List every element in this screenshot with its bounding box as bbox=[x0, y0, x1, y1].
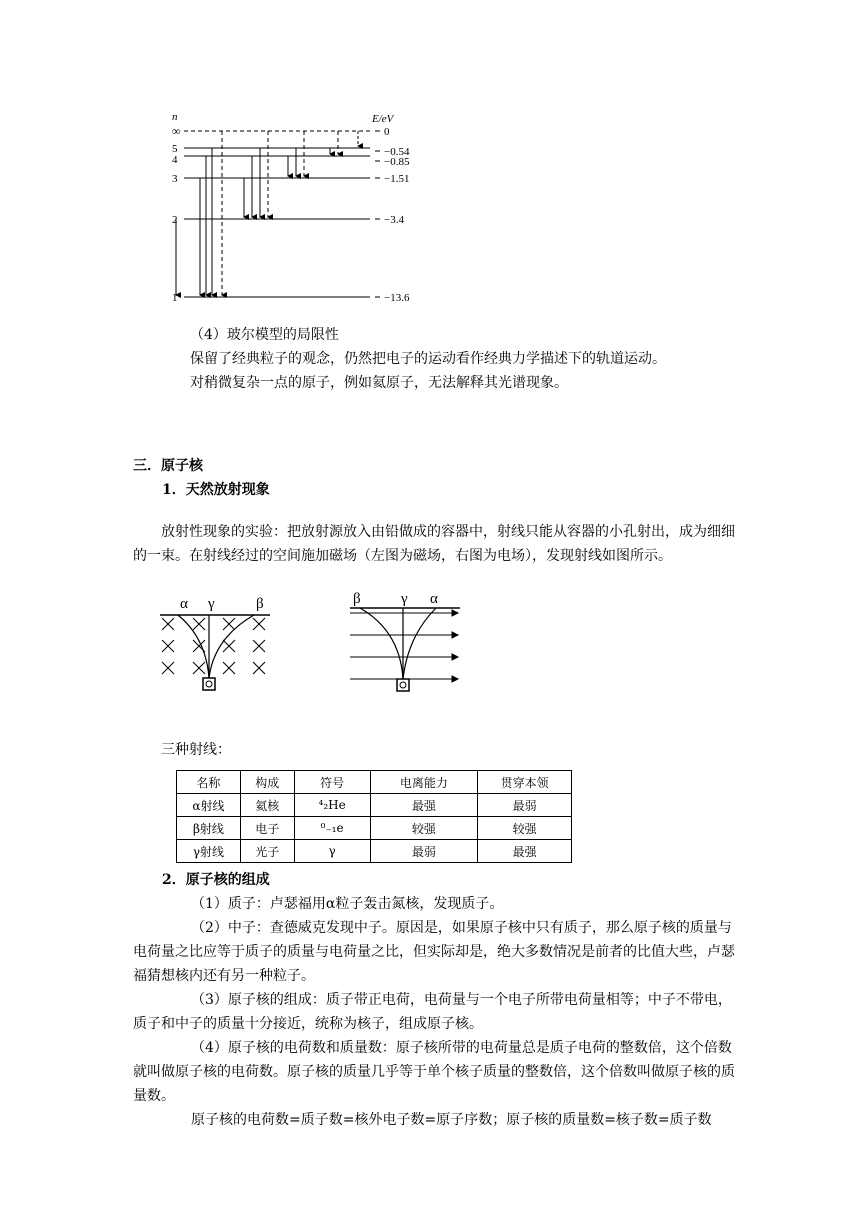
bohr-line-1: 保留了经典粒子的观念，仍然把电子的运动看作经典力学描述下的轨道运动。 bbox=[190, 351, 666, 367]
transitions-to-3 bbox=[288, 131, 304, 176]
ray-label-alpha: α bbox=[180, 596, 188, 612]
bohr-line-2: 对稍微复杂一点的原子，例如氦原子，无法解释其光谱现象。 bbox=[190, 375, 568, 391]
table-intro: 三种射线： bbox=[161, 742, 231, 758]
bohr-heading: （4）玻尔模型的局限性 bbox=[190, 327, 339, 343]
nucleus-composition-text bbox=[133, 892, 735, 1132]
para-summary: 原子核的电荷数=质子数=核外电子数=原子序数；原子核的质量数=核子数=质子数 bbox=[191, 1112, 712, 1128]
table-header: 符号 bbox=[294, 771, 370, 794]
level-label-e: −3.4 bbox=[384, 214, 404, 226]
table-cell: γ射线 bbox=[177, 840, 241, 863]
level-label-n: 5 bbox=[172, 143, 178, 155]
table-cell: β射线 bbox=[177, 817, 241, 840]
n-axis-label: n bbox=[172, 111, 178, 123]
table-header-row bbox=[177, 771, 572, 794]
table-cell: 较强 bbox=[370, 817, 478, 840]
ray-paths bbox=[178, 615, 254, 678]
section-3-title: 三．原子核 bbox=[133, 458, 203, 474]
transitions-to-4 bbox=[330, 131, 338, 154]
energy-level-diagram bbox=[160, 108, 420, 313]
para-composition: （3）原子核的组成：质子带正电荷，电荷量与一个电子所带电荷量相等；中子不带电，质子和中子的质量十分接近，统称为核子，组成原子核。 bbox=[133, 992, 732, 1032]
level-label-n: 3 bbox=[172, 173, 178, 185]
level-label-n: 2 bbox=[172, 214, 178, 226]
table-cell: ⁴₂He bbox=[294, 794, 370, 817]
ray-label-gamma: γ bbox=[401, 591, 408, 607]
ray-label-gamma: γ bbox=[208, 596, 215, 612]
table-cell: 电子 bbox=[240, 817, 294, 840]
table-cell: α射线 bbox=[177, 794, 241, 817]
table-row bbox=[177, 794, 572, 817]
ray-label-alpha: α bbox=[430, 591, 438, 607]
para-neutron: （2）中子：查德威克发现中子。原因是，如果原子核中只有质子，那么原子核的质量与电荷量之比应等于质子的质量与电荷量之比，但实际却是，绝大多数情况是前者的比值大些，卢瑟福猜想核内还有另一种粒子。 bbox=[133, 920, 735, 984]
subsection-1-title: 1．天然放射现象 bbox=[162, 482, 270, 498]
subsection-2-title: 2．原子核的组成 bbox=[162, 872, 270, 888]
level-label-n: 4 bbox=[172, 154, 178, 166]
table-header: 构成 bbox=[240, 771, 294, 794]
table-cell: 最弱 bbox=[478, 794, 572, 817]
level-label-e: 0 bbox=[384, 126, 390, 138]
radioactivity-paragraph: 放射性现象的实验：把放射源放入由铅做成的容器中，射线只能从容器的小孔射出，成为细细的一束。在射线经过的空间施加磁场（左图为磁场，右图为电场），发现射线如图所示。 bbox=[133, 524, 735, 564]
level-label-e: −1.51 bbox=[384, 173, 410, 185]
table-row bbox=[177, 817, 572, 840]
source-box bbox=[397, 679, 409, 691]
table-cell: γ bbox=[294, 840, 370, 863]
para-charge-mass: （4）原子核的电荷数和质量数：原子核所带的电荷量总是质子电荷的整数倍，这个倍数就叫做原子核的电荷数。原子核的质量几乎等于单个核子质量的整数倍，这个倍数叫做原子核的质量数。 bbox=[133, 1040, 735, 1104]
bohr-section bbox=[190, 323, 810, 395]
table-cell: ⁰₋₁e bbox=[294, 817, 370, 840]
rays-table bbox=[176, 770, 572, 863]
table-cell: 光子 bbox=[240, 840, 294, 863]
table-cell: 最弱 bbox=[370, 840, 478, 863]
transitions-to-2 bbox=[244, 131, 268, 217]
table-cell: 氦核 bbox=[240, 794, 294, 817]
table-cell: 最强 bbox=[370, 794, 478, 817]
e-axis-label: E/eV bbox=[372, 113, 394, 125]
magnetic-field-diagram bbox=[158, 588, 278, 693]
ray-label-beta: β bbox=[353, 591, 361, 607]
table-header: 贯穿本领 bbox=[478, 771, 572, 794]
table-header: 名称 bbox=[177, 771, 241, 794]
level-label-e: −0.54 bbox=[384, 146, 410, 158]
level-label-e: −0.85 bbox=[384, 156, 410, 168]
table-cell: 较强 bbox=[478, 817, 572, 840]
source-box bbox=[203, 678, 215, 690]
level-label-n: 1 bbox=[172, 292, 178, 304]
table-row bbox=[177, 840, 572, 863]
table-cell: 最强 bbox=[478, 840, 572, 863]
electric-field-diagram bbox=[348, 586, 468, 696]
field-crosses bbox=[162, 618, 265, 674]
level-label-n: ∞ bbox=[172, 124, 181, 138]
level-label-e: −13.6 bbox=[384, 292, 410, 304]
ray-label-beta: β bbox=[256, 596, 264, 612]
ray-paths bbox=[360, 608, 436, 679]
table-header: 电离能力 bbox=[370, 771, 478, 794]
para-proton: （1）质子：卢瑟福用α粒子轰击氮核，发现质子。 bbox=[191, 896, 504, 912]
